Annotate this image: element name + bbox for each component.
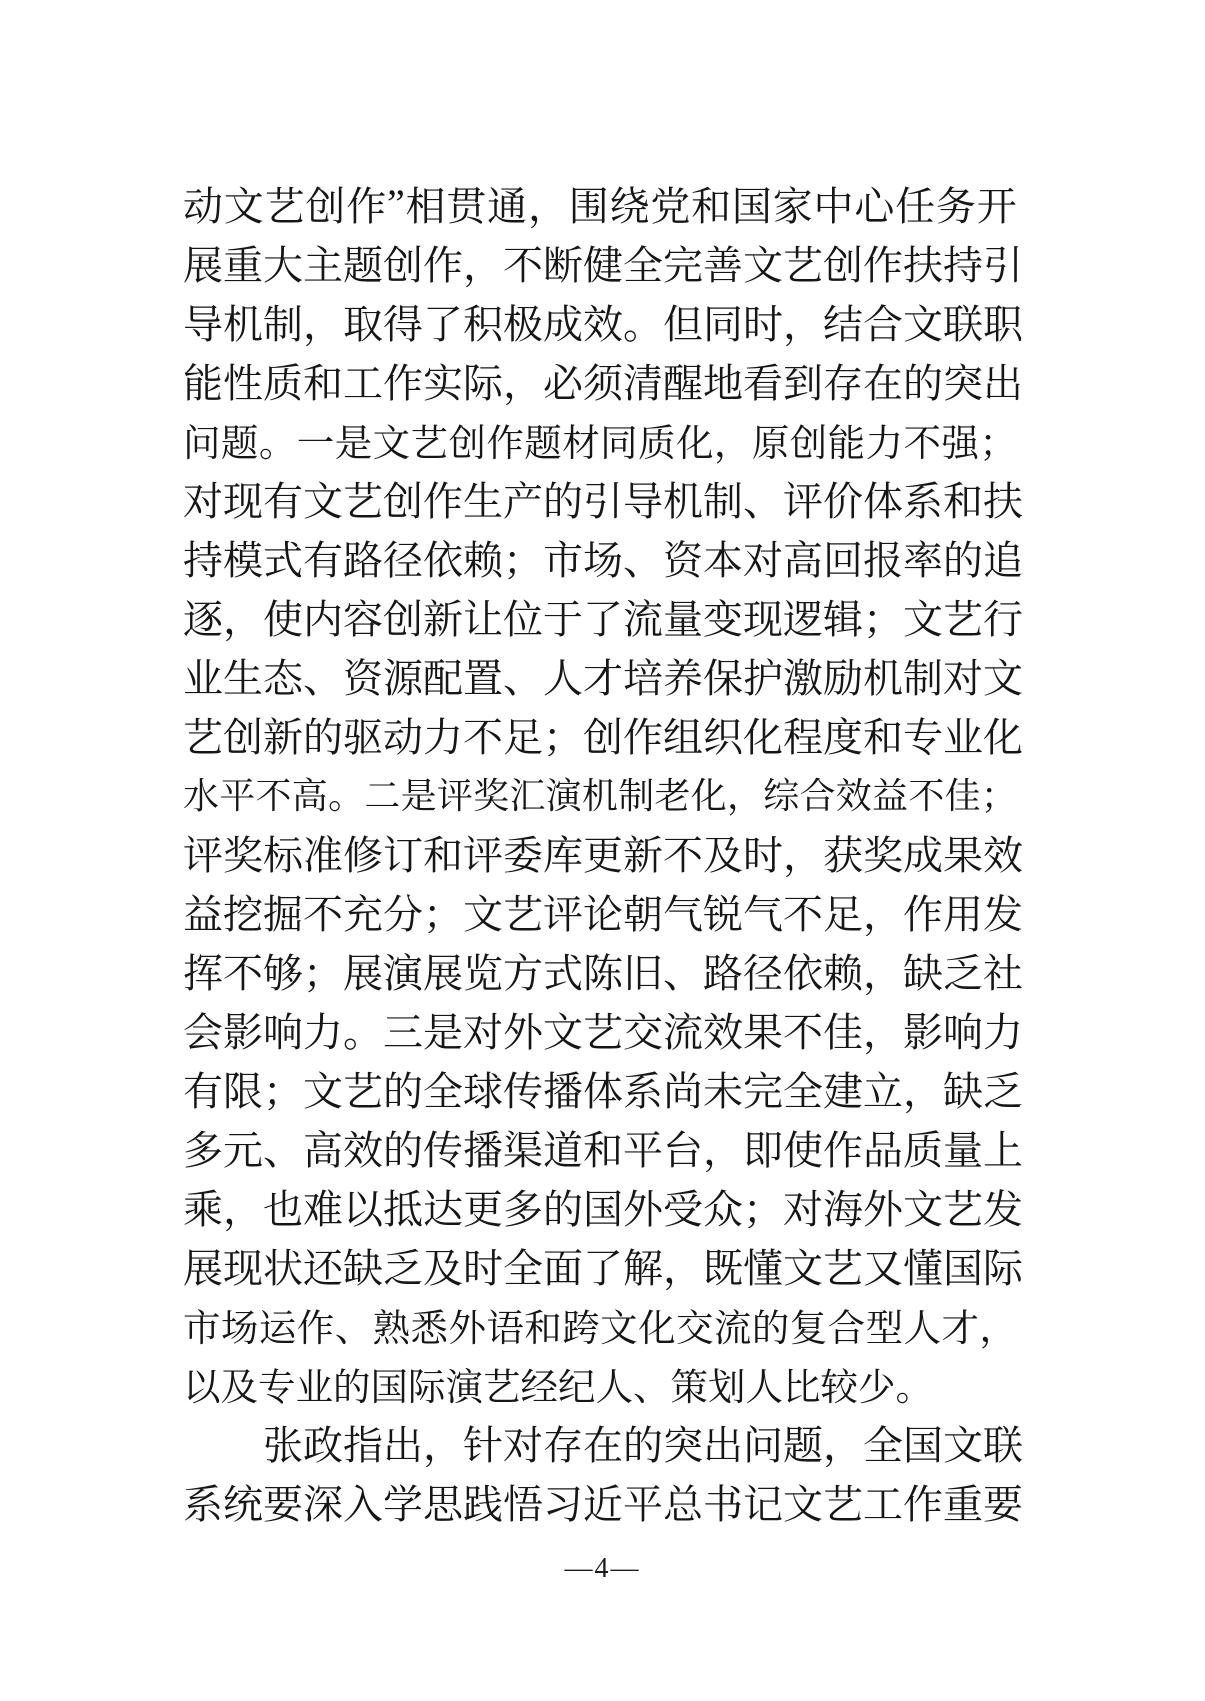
page-number: —4— — [564, 1553, 641, 1584]
text-line: 系 统 要 深 入 学 思 践 悟 习 近 平 总 书 记 文 艺 工 作 重 要 — [183, 1482, 1023, 1527]
text-line: 会 影 响 力 。 三 是 对 外 文 艺 交 流 效 果 不 佳 ， 影 响 力 — [183, 1010, 1023, 1055]
text-line: 艺 创 新 的 驱 动 力 不 足 ； 创 作 组 织 化 程 度 和 专 业 化 — [183, 715, 1023, 760]
text-line: 业 生 态 、 资 源 配 置 、 人 才 培 养 保 护 激 励 机 制 对 文 — [183, 656, 1023, 701]
text-line: 逐 ， 使 内 容 创 新 让 位 于 了 流 量 变 现 逻 辑 ； 文 艺 行 — [183, 597, 1023, 642]
text-line: 展 重 大 主 题 创 作 ， 不 断 健 全 完 善 文 艺 创 作 扶 持 引 — [183, 243, 1023, 288]
text-line: 益 挖 掘 不 充 分 ； 文 艺 评 论 朝 气 锐 气 不 足 ， 作 用 发 — [183, 892, 1023, 937]
text-line: 评 奖 标 准 修 订 和 评 委 库 更 新 不 及 时 ， 获 奖 成 果 效 — [183, 833, 1023, 878]
text-line: 乘 ， 也 难 以 抵 达 更 多 的 国 外 受 众 ； 对 海 外 文 艺 发 — [183, 1187, 1023, 1232]
text-line: 能 性 质 和 工 作 实 际 ， 必 须 清 醒 地 看 到 存 在 的 突 出 — [183, 361, 1023, 406]
body-text — [183, 174, 1023, 1531]
text-line: 多 元 、 高 效 的 传 播 渠 道 和 平 台 ， 即 使 作 品 质 量 上 — [183, 1128, 1023, 1173]
text-line: 展 现 状 还 缺 乏 及 时 全 面 了 解 ， 既 懂 文 艺 又 懂 国 际 — [183, 1246, 1023, 1291]
text-line: 市 场 运 作 、 熟 悉 外 语 和 跨 文 化 交 流 的 复 合 型 人 才 ， — [183, 1308, 1017, 1350]
text-line: 挥 不 够 ； 展 演 展 览 方 式 陈 旧 、 路 径 依 赖 ， 缺 乏 社 — [183, 951, 1023, 996]
text-line: 有 限 ； 文 艺 的 全 球 传 播 体 系 尚 未 完 全 建 立 ， 缺 乏 — [183, 1069, 1023, 1114]
text-line: 水 平 不 高 。 二 是 评 奖 汇 演 机 制 老 化 ， 综 合 效 益 不 佳 ； — [183, 776, 1017, 816]
text-line: 持 模 式 有 路 径 依 赖 ； 市 场 、 资 本 对 高 回 报 率 的 追 — [183, 538, 1023, 583]
text-line: 对 现 有 文 艺 创 作 生 产 的 引 导 机 制 、 评 价 体 系 和 扶 — [183, 479, 1023, 524]
text-line: 以 及 专 业 的 国 际 演 艺 经 纪 人 、 策 划 人 比 较 少 。 — [183, 1367, 933, 1409]
text-line: 张 政 指 出 ， 针 对 存 在 的 突 出 问 题 ， 全 国 文 联 — [263, 1423, 1023, 1468]
text-line: 动 文 艺 创 作 ” 相 贯 通 ， 围 绕 党 和 国 家 中 心 任 务 开 — [183, 181, 1017, 229]
text-line: 导 机 制 ， 取 得 了 积 极 成 效 。 但 同 时 ， 结 合 文 联 职 — [183, 302, 1023, 347]
text-line: 问 题 。 一 是 文 艺 创 作 题 材 同 质 化 ， 原 创 能 力 不 强 ； — [183, 423, 1017, 465]
